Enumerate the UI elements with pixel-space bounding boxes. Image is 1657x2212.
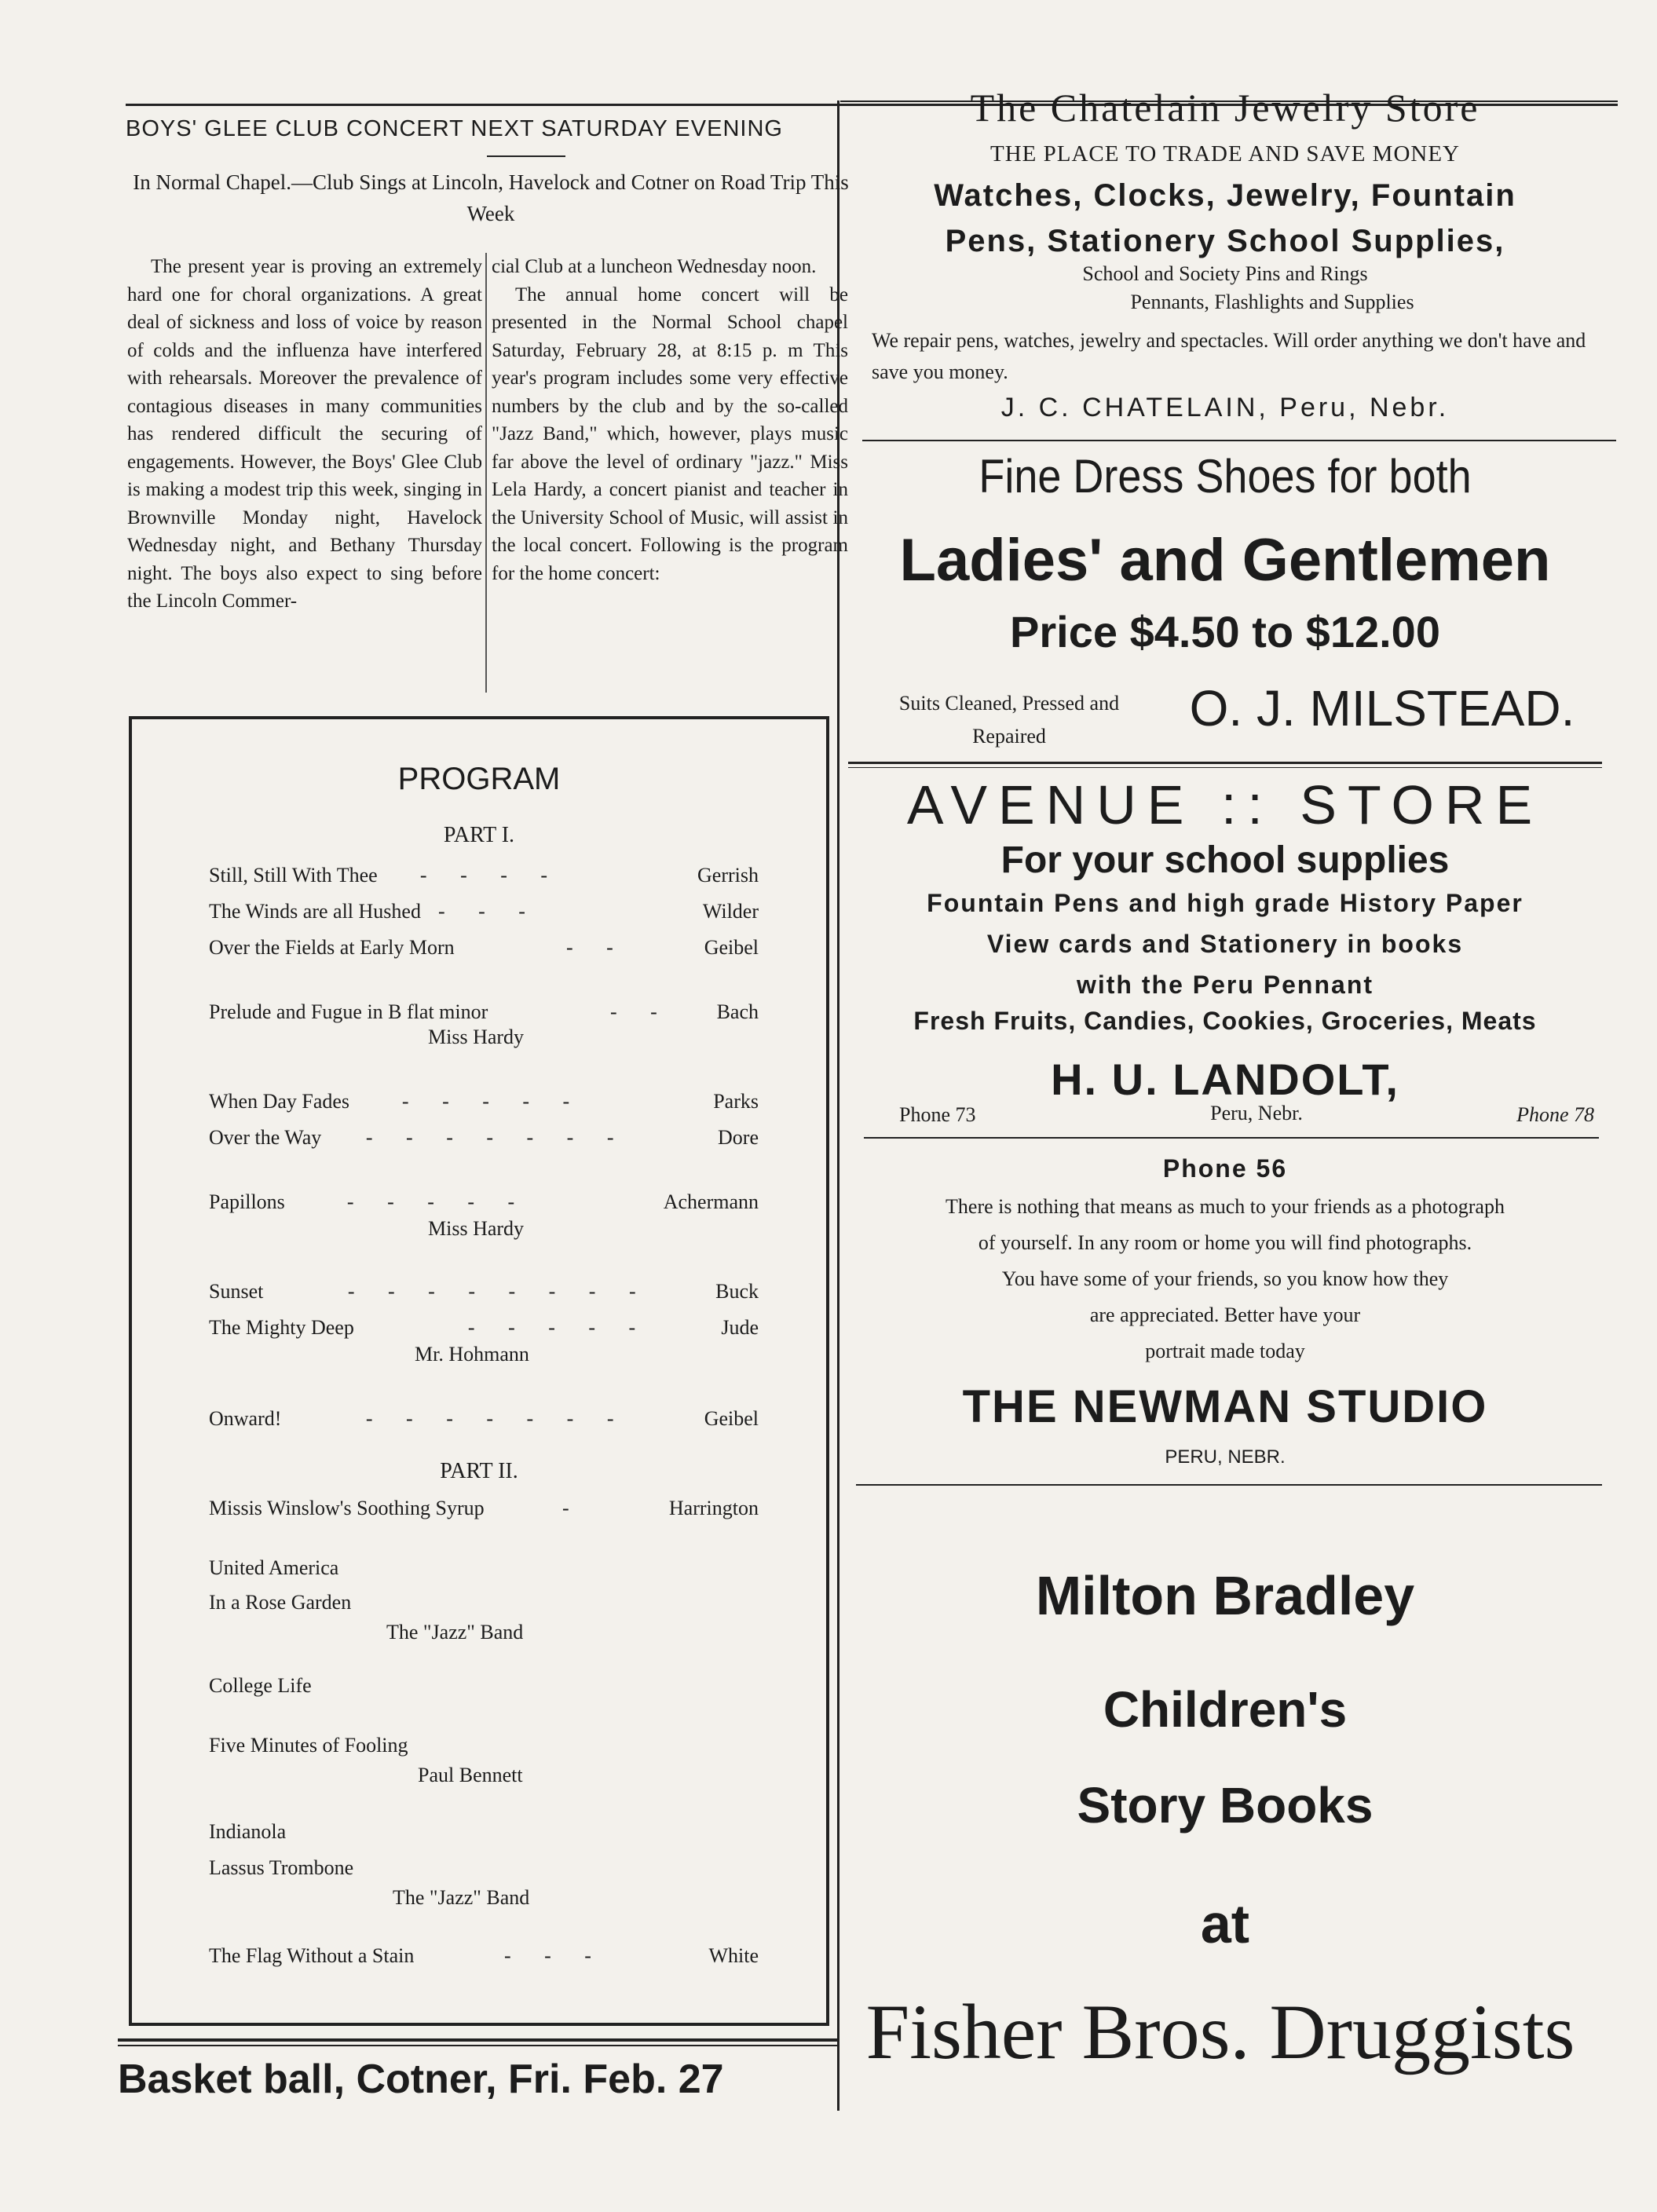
program-title: PROGRAM [397,762,561,796]
program-item [209,1000,759,1029]
program-item [209,936,759,964]
program-item-composer: Gerrish [697,864,759,887]
program-item [209,1674,759,1702]
jewelry-pins: School and Society Pins and Rings [1082,262,1368,285]
program-item-title: Missis Winslow's Soothing Syrup [209,1497,485,1519]
program-item-title: Sunset [209,1280,264,1303]
program-performer: Miss Hardy [428,1217,525,1240]
program-item-dashes: - - - - - [467,1316,650,1339]
program-item-title: Onward! [209,1407,282,1430]
milton-line-3: Story Books [1077,1777,1374,1834]
section-rule-thin [848,767,1602,768]
newman-text: are appreciated. Better have your [1089,1303,1361,1326]
program-item-dashes: - - - - - [346,1190,529,1213]
article-paragraph: cial Club at a luncheon Wednesday noon. [492,256,817,277]
jewelry-pennants: Pennants, Flashlights and Supplies [1130,291,1414,313]
program-performer: Paul Bennett [418,1764,523,1786]
program-performer: The "Jazz" Band [386,1621,524,1643]
jewelry-signature: J. C. CHATELAIN, Peru, Nebr. [1000,393,1450,422]
program-performer: Mr. Hohmann [415,1343,529,1366]
program-part-2: PART II. [440,1459,518,1483]
avenue-line: with the Peru Pennant [1076,971,1374,999]
program-item-composer: Achermann [663,1190,759,1213]
fisher-bros-druggists: Fisher Bros. Druggists [865,1988,1575,2075]
section-rule [864,1137,1599,1139]
program-item-title: The Winds are all Hushed [209,900,421,923]
program-item-dashes: - - - - - [401,1090,584,1113]
program-item [209,1856,759,1885]
milton-line-2: Children's [1103,1681,1348,1738]
milstead-name: O. J. MILSTEAD. [1189,680,1575,737]
jewelry-title: The Chatelain Jewelry Store [970,86,1480,130]
article-subhead: In Normal Chapel.—Club Sings at Lincoln, Havelock and Cotner on Road Trip This Week [133,170,849,225]
program-item-dashes: - [561,1497,583,1519]
avenue-location: Peru, Nebr. [1210,1102,1303,1124]
avenue-phone-right: Phone 78 [1516,1103,1594,1126]
avenue-line: View cards and Stationery in books [986,930,1464,958]
program-item-composer: Geibel [704,1407,759,1430]
bottom-rule [118,2038,839,2042]
program-item [209,1126,759,1154]
program-item-title: Prelude and Fugue in B flat minor [209,1000,488,1023]
program-item [209,1734,759,1762]
shoes-price: Price $4.50 to $12.00 [1010,607,1440,656]
program-item-dashes: - - - [503,1944,605,1967]
avenue-owner: H. U. LANDOLT, [1051,1055,1399,1104]
program-item-dashes: - - - - - - - [365,1407,628,1430]
program-item-title: Over the Fields at Early Morn [209,936,455,959]
program-item [209,1407,759,1435]
jewelry-goods-line: Pens, Stationery School Supplies, [945,224,1505,258]
article-column-2 [492,253,848,587]
program-item-title: In a Rose Garden [209,1591,352,1614]
headline-rule [487,155,565,157]
program-item-dashes: - - - - - - - - [347,1280,650,1303]
jewelry-tagline: THE PLACE TO TRADE AND SAVE MONEY [989,141,1460,166]
program-item [209,864,759,892]
suits-note: Suits Cleaned, Pressed and Repaired [898,692,1120,748]
shoes-line-1: Fine Dress Shoes for both [978,450,1472,503]
program-item-dashes: - - - - - - - [365,1126,628,1149]
milton-line-4: at [1200,1893,1250,1954]
program-item-title: Papillons [209,1190,285,1213]
avenue-store-title: AVENUE :: STORE [906,774,1544,835]
program-item-title: Indianola [209,1820,287,1843]
avenue-phone-left: Phone 73 [899,1103,976,1126]
avenue-line: Fresh Fruits, Candies, Cookies, Groceries, Meats [913,1007,1537,1035]
basketball-notice: Basket ball, Cotner, Fri. Feb. 27 [118,2057,724,2102]
program-item-composer: Buck [715,1280,759,1303]
program-item-title: United America [209,1556,339,1579]
program-item-composer: Parks [713,1090,759,1113]
program-item [209,1591,759,1619]
program-item-dashes: - - - [437,900,540,923]
bottom-rule-thin [118,2045,839,2046]
newman-text: There is nothing that means as much to your friends as a photograph [946,1195,1505,1218]
section-rule [862,440,1616,441]
newman-studio-name: THE NEWMAN STUDIO [962,1381,1488,1432]
shoes-line-2: Ladies' and Gentlemen [899,527,1551,594]
program-item [209,1820,759,1848]
section-rule [856,1484,1602,1486]
avenue-line: For your school supplies [1000,839,1450,881]
article-paragraph: The present year is proving an extremely hard one for choral organizations. A great deal of sickness and loss of voice by reason of colds and the influenza have interfered with rehearsals. Moreover the prevalence of contagious diseases in many communities has rendered difficult the securing of engagements. However, the Boys' Glee Club is making a modest trip this week, singing in Brownville Monday night, Havelock Wednesday night, and Bethany Thursday night. The boys also expect to sing before the Lincoln Commer- [127,256,482,612]
program-item-title: When Day Fades [209,1090,350,1113]
newman-location: PERU, NEBR. [1165,1446,1286,1468]
program-item-title: The Flag Without a Stain [209,1944,415,1967]
jewelry-goods [848,173,1602,264]
program-item-dashes: - - - - [419,864,562,887]
program-item-title: The Mighty Deep [209,1316,354,1339]
program-item-title: Five Minutes of Fooling [209,1734,408,1757]
program-item-composer: Wilder [702,900,759,923]
program-item-composer: Geibel [704,936,759,959]
program-item-composer: Dore [718,1126,759,1149]
program-item [209,1190,759,1219]
program-part-1: PART I. [443,823,515,847]
program-item-title: Lassus Trombone [209,1856,354,1879]
program-item [209,900,759,928]
article-divider [485,253,487,693]
article-column-1 [127,253,482,616]
newman-text: portrait made today [1145,1340,1305,1362]
program-item-composer: White [708,1944,759,1967]
program-performer: Miss Hardy [428,1026,525,1048]
newman-text: You have some of your friends, so you know how they [1001,1267,1449,1290]
program-item-dashes: - - [609,1000,671,1023]
program-item [209,1556,759,1585]
newman-text: of yourself. In any room or home you will find photographs. [978,1231,1472,1254]
program-item-dashes: - - [565,936,627,959]
avenue-line: Fountain Pens and high grade History Paper [927,889,1523,917]
program-item [209,1090,759,1118]
program-item [209,1316,759,1344]
program-item-composer: Bach [716,1000,759,1023]
newman-phone: Phone 56 [1162,1154,1288,1183]
program-item-title: College Life [209,1674,312,1697]
milton-line-1: Milton Bradley [1035,1565,1415,1626]
program-item-composer: Harrington [668,1497,759,1519]
jewelry-goods-line: Watches, Clocks, Jewelry, Fountain [934,178,1516,213]
jewelry-repair: We repair pens, watches, jewelry and spectacles. Will order anything we don't have and save you money. [872,329,1586,383]
article-headline: BOYS' GLEE CLUB CONCERT NEXT SATURDAY EVENING [126,116,783,141]
program-item [209,1944,759,1973]
program-performer: The "Jazz" Band [393,1886,530,1909]
article-paragraph: The annual home concert will be presented in the Normal School chapel Saturday, February 28, at 8:15 p. m This year's program includes some very effective numbers by the club and by the so-called "Jazz Band," which, however, plays music far above the level of ordinary "jazz." Miss Lela Hardy, a concert pianist and teacher in the University School of Music, will assist in the local concert. Following is the program for the home concert: [492,283,848,584]
program-item-title: Still, Still With Thee [209,864,378,887]
program-item-composer: Jude [721,1316,759,1339]
program-item [209,1497,759,1525]
program-item [209,1280,759,1308]
section-rule [848,762,1602,764]
program-item-title: Over the Way [209,1126,322,1149]
